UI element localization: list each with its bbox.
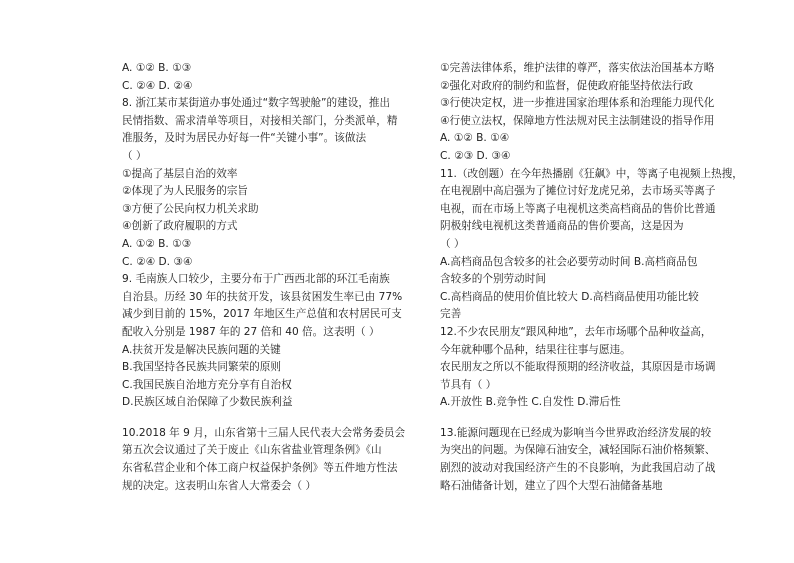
q9-option-c: C.我国民族自治地方充分享有自治权 — [122, 378, 292, 391]
q12-stem-line-1: 12.不少农民朋友“跟风种地”，去年市场哪个品种收益高， — [440, 325, 712, 338]
q13-stem-line-3: 剧烈的波动对我国经济产生的不良影响，为此我国启动了战 — [440, 462, 716, 475]
q12-stem-line-2: 今年就种哪个品种，结果往往事与愿违。 — [440, 343, 631, 356]
q8-options-row-1: A. ①② B. ①③ — [122, 237, 192, 250]
q11-option-line-1: A.高档商品包含较多的社会必要劳动时间 B.高档商品包 — [440, 255, 698, 268]
question-gap — [122, 412, 418, 425]
q10-statement-3: ③行使决定权，进一步推进国家治理体系和治理能力现代化 — [440, 97, 715, 110]
q9-stem-line-2: 自治县。历经 30 年的扶贫开发，该县贫困发生率已由 77% — [122, 290, 403, 303]
q10-statement-1: ①完善法律体系，维护法律的尊严，落实依法治国基本方略 — [440, 62, 715, 74]
q11-stem-line-4: 阴极射线电视机这类普通商品的售价要高，这是因为 — [440, 220, 684, 233]
q11-stem-line-5: （ ） — [440, 237, 465, 250]
q7-options-row-1: A. ①② B. ①③ — [122, 62, 192, 74]
q8-statement-2: ②体现了为人民服务的宗旨 — [122, 185, 249, 198]
q9-option-d: D.民族区域自治保障了少数民族利益 — [122, 396, 293, 409]
q8-statement-3: ③方便了公民向权力机关求助 — [122, 202, 259, 215]
q12-options: A.开放性 B.竞争性 C.自发性 D.滞后性 — [440, 396, 621, 409]
right-column — [440, 60, 764, 495]
q8-stem-line-3: 准服务，及时为居民办好每一件“关键小事”。该做法 — [122, 132, 367, 145]
q8-options-row-2: C. ②④ D. ③④ — [122, 255, 193, 268]
q9-option-a: A.扶贫开发是解决民族问题的关键 — [122, 343, 281, 356]
q11-option-line-4: 完善 — [440, 308, 462, 321]
q10-statement-4: ④行使立法权，保障地方性法规对民主法制建设的指导作用 — [440, 114, 715, 127]
q11-stem-line-1: 11.（改创题）在今年热播剧《狂飙》中，等离子电视频上热搜， — [440, 167, 743, 180]
q12-stem-line-4: 节具有（ ） — [440, 378, 497, 391]
question-gap — [440, 412, 764, 425]
q10-options-row-1: A. ①② B. ①④ — [440, 132, 510, 145]
q13-stem-line-1: 13.能源问题现在已经成为影响当今世界政治经济发展的较 — [440, 426, 712, 439]
q11-stem-line-3: 电视，而在市场上等离子电视机这类高档商品的售价比普通 — [440, 202, 716, 215]
q13-stem-line-4: 略石油储备计划，建立了四个大型石油储备基地 — [440, 479, 663, 492]
q10-stem-line-2: 第五次会议通过了关于废止《山东省盐业管理条例》《山 — [122, 444, 382, 457]
q12-stem-line-3: 农民朋友之所以不能取得预期的经济收益，其原因是市场调 — [440, 361, 716, 374]
q9-stem-line-1: 9. 毛南族人口较少，主要分布于广西西北部的环江毛南族 — [122, 273, 390, 286]
q8-stem-line-1: 8. 浙江某市某街道办事处通过“数字驾驶舱”的建设，推出 — [122, 97, 391, 110]
q8-stem-line-4: （ ） — [122, 149, 147, 162]
q9-stem-line-4: 配收入分别是 1987 年的 27 倍和 40 倍。这表明（ ） — [122, 325, 380, 338]
q8-statement-4: ④创新了政府履职的方式 — [122, 220, 238, 233]
q10-stem-line-3: 东省私营企业和个体工商户权益保护条例》等五件地方性法 — [122, 462, 398, 475]
q7-options-row-2: C. ②④ D. ②④ — [122, 79, 193, 92]
left-column — [122, 60, 418, 495]
q9-option-b: B.我国坚持各民族共同繁荣的原则 — [122, 361, 281, 374]
q11-stem-line-2: 在电视剧中高启强为了摊位讨好龙虎兄弟，去市场买等离子 — [440, 185, 716, 198]
q8-stem-line-2: 民情指数、需求清单等项目，对接相关部门，分类派单，精 — [122, 114, 398, 127]
q10-stem-line-4: 规的决定。这表明山东省人大常委会（ ） — [122, 479, 317, 492]
q11-option-line-3: C.高档商品的使用价值比较大 D.高档商品使用功能比较 — [440, 290, 699, 303]
q8-statement-1: ①提高了基层自治的效率 — [122, 167, 238, 180]
q13-stem-line-2: 为突出的问题。为保障石油安全，减轻国际石油价格频繁、 — [440, 444, 716, 457]
q11-option-line-2: 含较多的个别劳动时间 — [440, 273, 546, 286]
q10-stem-line-1: 10.2018 年 9 月，山东省第十三届人民代表大会常务委员会 — [122, 426, 406, 439]
q10-statement-2: ②强化对政府的制约和监督，促使政府能坚持依法行政 — [440, 79, 694, 92]
q9-stem-line-3: 减少到目前的 15%，2017 年地区生产总值和农村居民可支 — [122, 308, 402, 321]
q10-options-row-2: C. ②③ D. ③④ — [440, 149, 511, 162]
